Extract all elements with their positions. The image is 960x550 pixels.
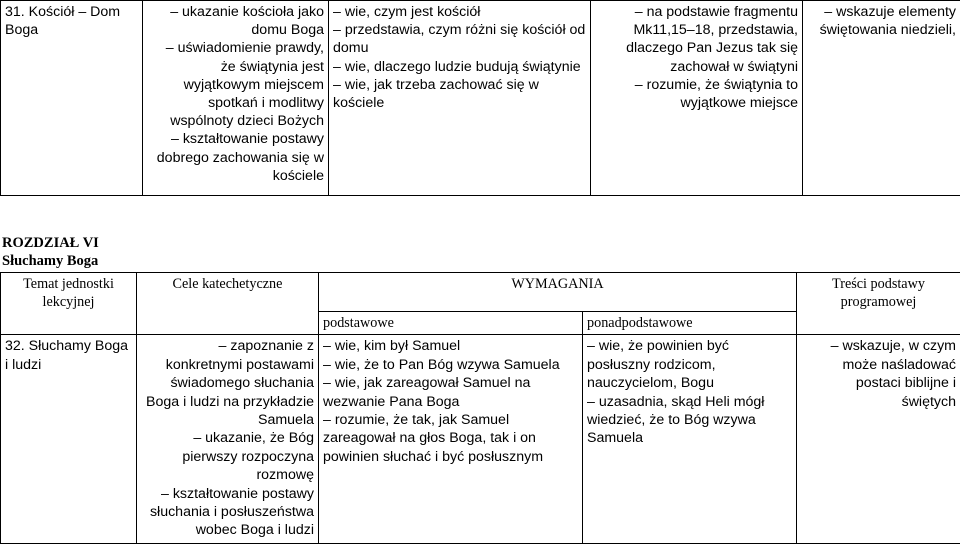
basic-requirements-cell: [329, 1, 591, 196]
goal-item: – kształtowanie postawy słuchania i posłuszeństwa wobec Boga i ludzi: [149, 485, 314, 539]
goals-cell: [137, 335, 319, 544]
requirement-item: – wie, że powinien być posłuszny rodzicom, nauczycielom, Bogu: [587, 338, 729, 392]
curriculum-item: – wskazuje elementy świętowania niedzieli,: [819, 4, 956, 39]
lesson-topic: 31. Kościół – Dom Boga: [5, 4, 121, 39]
requirement-item: – wie, czym jest kościół: [333, 4, 481, 20]
requirement-item: – przedstawia, czym różni się kościół od domu: [333, 22, 586, 57]
goal-item: – ukazanie kościoła jako domu Boga: [170, 4, 324, 39]
topic-header: Temat jednostki lekcyjnej: [1, 273, 137, 335]
section-heading: [2, 234, 99, 270]
goal-item: – uświadomienie prawdy, że świątynia jest wyjątkowym miejscem spotkań i modlitwy wspólnoty dzieci Bożych: [165, 40, 324, 130]
goal-item: – ukazanie, że Bóg pierwszy rozpoczyna rozmowę: [182, 430, 314, 484]
chapter-subtitle: Słuchamy Boga: [2, 253, 99, 269]
requirement-item: – rozumie, że świątynia to wyjątkowe miejsce: [634, 76, 798, 112]
header-row: [1, 273, 960, 312]
extended-requirements-cell: [583, 335, 797, 544]
table-row: [1, 1, 960, 196]
requirement-item: – wie, jak trzeba zachować się w kościele: [333, 76, 539, 112]
requirement-item: – wie, dlaczego ludzie budują świątynie: [333, 58, 581, 75]
requirement-item: – wie, kim był Samuel: [323, 338, 461, 355]
lesson-topic-cell: [1, 335, 137, 544]
extended-header: ponadpodstawowe: [583, 312, 797, 335]
table-row: [1, 335, 960, 544]
curriculum-cell: [797, 335, 960, 544]
lesson-table-chapter-6: [0, 272, 960, 544]
requirement-item: – wie, że to Pan Bóg wzywa Samuela: [323, 356, 560, 373]
lesson-topic-cell: [1, 1, 143, 196]
basic-header: podstawowe: [319, 312, 583, 335]
curriculum-item: – wskazuje, w czym może naśladować postaci biblijne i świętych: [830, 338, 956, 410]
requirements-header: WYMAGANIA: [319, 273, 797, 312]
extended-requirements-cell: [591, 1, 803, 196]
basic-requirements-cell: [319, 335, 583, 544]
goals-header: Cele katechetyczne: [137, 273, 319, 335]
requirement-item: – rozumie, że tak, jak Samuel zareagował na głos Boga, tak i on powinien słuchać i być posłusznym: [323, 412, 544, 465]
lesson-table-chapter-5: [0, 0, 960, 196]
requirement-item: – wie, jak zareagował Samuel na wezwanie Pana Boga: [323, 375, 531, 410]
requirement-item: – na podstawie fragmentu Mk11,15–18, przedstawia, dlaczego Pan Jezus tak się zachował w świątyni: [626, 4, 798, 75]
goal-item: – kształtowanie postawy dobrego zachowania się w kościele: [156, 131, 324, 184]
curriculum-header: Treści podstawy programowej: [797, 273, 960, 335]
goals-cell: [143, 1, 329, 196]
chapter-title: ROZDZIAŁ VI: [2, 235, 99, 251]
requirement-item: – uzasadnia, skąd Heli mógł wiedzieć, że to Bóg wzywa Samuela: [587, 393, 765, 447]
curriculum-cell: [803, 1, 960, 196]
goal-item: – zapoznanie z konkretnymi postawami świadomego słuchania Boga i ludzi na przykładzie Samuela: [146, 338, 314, 429]
lesson-topic: 32. Słuchamy Boga i ludzi: [5, 338, 129, 373]
